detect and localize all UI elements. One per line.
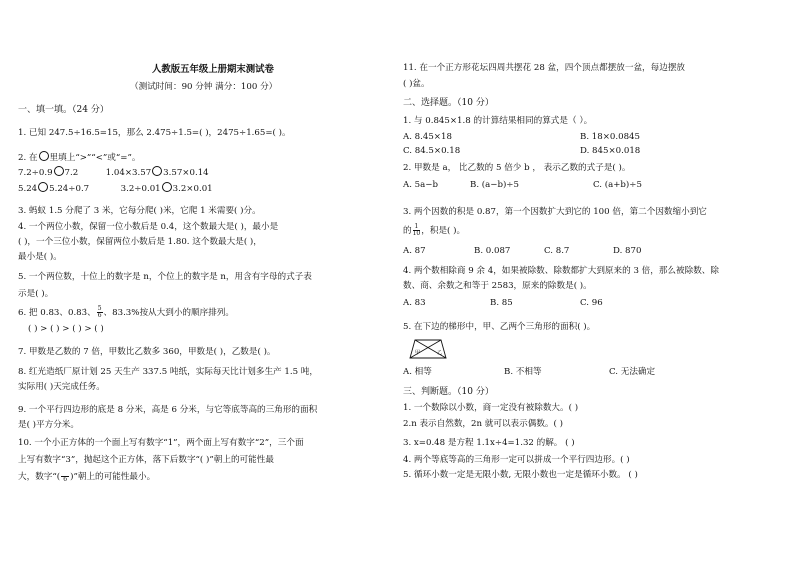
section-fill-in-heading: 一、填一填。（24 分）	[18, 105, 109, 115]
question-2-row-2	[18, 182, 213, 195]
choice-5-option-a: A. 相等	[403, 367, 432, 377]
choice-4-line-2: 数、商、余数之和等于 2583，原来的除数是( )。	[403, 281, 592, 291]
question-1: 1. 已知 247.5÷16.5=15，那么 2.475÷1.5=( )，2475÷1.65=( )。	[18, 128, 291, 138]
trapezoid-figure	[408, 338, 448, 360]
choice-3-option-c: C. 8.7	[544, 246, 570, 256]
question-6	[18, 306, 234, 319]
choice-3-option-d: D. 870	[613, 246, 642, 256]
question-6-head: 6. 把 0.83、0.83̇、	[18, 308, 96, 318]
q2-expr: 3.2×0.01	[172, 184, 213, 194]
q2-expr: 3.57×0.14	[163, 168, 209, 178]
choice-1-option-c: C. 84.5×0.18	[403, 146, 461, 156]
question-3: 3. 蚂蚁 1.5 分爬了 3 米，它每分爬( )米，它爬 1 米需要( )分。	[18, 206, 261, 216]
judge-5: 5. 循环小数一定是无限小数, 无限小数也一定是循环小数。 ( )	[403, 470, 638, 480]
question-4-line-2: ( )，一个三位小数，保留两位小数后是 1.80. 这个数最大是( )，	[18, 237, 262, 247]
fraction: 6	[61, 470, 69, 483]
question-4-line-1: 4. 一个两位小数，保留一位小数后是 0.4，这个数最大是( )，最小是	[18, 222, 279, 232]
question-5-line-1: 5. 一个两位数，十位上的数字是 n，个位上的数字是 n，用含有字母的式子表	[18, 272, 312, 282]
choice-1-option-b: B. 18×0.0845	[580, 132, 640, 142]
choice-2-option-c: C. (a+b)÷5	[593, 180, 642, 190]
choice-3-head: 的	[403, 226, 412, 236]
question-6-tail: 、83.3%按从大到小的顺序排列。	[103, 308, 234, 318]
circle-blank-icon	[162, 182, 172, 192]
choice-4-option-c: C. 96	[580, 298, 603, 308]
judge-3: 3. x=0.48 是方程 1.1x÷4=1.32 的解。 ( )	[403, 438, 575, 448]
trapezoid-label-yi: 乙	[437, 350, 443, 356]
question-10-tail: )”朝上的可能性最小。	[70, 472, 156, 482]
choice-4-option-b: B. 85	[490, 298, 513, 308]
choice-3-option-a: A. 87	[403, 246, 426, 256]
question-11-line-2: ( )盆。	[403, 79, 430, 89]
choice-2-option-a: A. 5a−b	[403, 180, 438, 190]
question-2-head: 2. 在	[18, 153, 38, 163]
trapezoid-label-jia: 甲	[415, 350, 421, 356]
judge-2: 2.n 表示自然数，2n 就可以表示偶数。( )	[403, 419, 563, 429]
q2-expr: 3.2÷0.01	[120, 184, 161, 194]
page-subtitle: （测试时间：90 分钟 满分：100 分）	[130, 82, 278, 92]
question-9-line-2: 是( )平方分米。	[18, 420, 79, 430]
choice-5-option-c: C. 无法确定	[609, 367, 656, 377]
page-title: 人教版五年级上册期末测试卷	[152, 64, 274, 75]
question-5-line-2: 示是( )。	[18, 289, 54, 299]
q2-expr: 5.24	[18, 184, 38, 194]
question-8-line-1: 8. 红光造纸厂原计划 25 天生产 337.5 吨纸，实际每天比计划多生产 1.5 吨，	[18, 367, 318, 377]
question-11-line-1: 11. 在一个正方形花坛四周共摆花 28 盆，四个顶点都摆放一盆，每边摆放	[403, 63, 686, 73]
choice-1-option-a: A. 8.45×18	[403, 132, 452, 142]
circle-blank-icon	[39, 151, 49, 161]
question-7: 7. 甲数是乙数的 7 倍，甲数比乙数多 360，甲数是( )，乙数是( )。	[18, 347, 276, 357]
section-judge-heading: 三、判断题。（10 分）	[403, 387, 494, 397]
choice-5: 5. 在下边的梯形中，甲、乙两个三角形的面积( )。	[403, 322, 596, 332]
question-2	[18, 151, 140, 164]
choice-2-option-b: B. (a−b)÷5	[470, 180, 519, 190]
fraction: $\frac{5}{6}$	[97, 305, 102, 319]
judge-4: 4. 两个等底等高的三角形一定可以拼成一个平行四边形。( )	[403, 455, 630, 465]
choice-4-line-1: 4. 两个数相除商 9 余 4，如果被除数、除数都扩大到原来的 3 倍，那么被除数、除	[403, 266, 719, 276]
choice-1-option-d: D. 845×0.018	[580, 146, 641, 156]
circle-blank-icon	[38, 182, 48, 192]
question-10-head: 大，数字“(	[18, 472, 61, 482]
question-10-line-3	[18, 470, 155, 483]
question-9-line-1: 9. 一个平行四边形的底是 8 分米，高是 6 分米，与它等底等高的三角形的面积	[18, 405, 318, 415]
choice-3-tail: ，积是( )。	[421, 226, 466, 236]
circle-blank-icon	[152, 166, 162, 176]
question-6-order-row: ( ) > ( ) > ( ) > ( )	[28, 324, 104, 334]
judge-1: 1. 一个数除以小数，商一定没有被除数大。( )	[403, 403, 579, 413]
question-2-tail: 里填上“>”“<”或“=”。	[49, 153, 141, 163]
section-choice-heading: 二、选择题。（10 分）	[403, 98, 494, 108]
choice-3-option-b: B. 0.087	[474, 246, 511, 256]
question-10-line-2: 上写有数字“3”，抛起这个正方体，落下后数字“( )”朝上的可能性最	[18, 455, 274, 465]
question-8-line-2: 实际用( )天完成任务。	[18, 382, 105, 392]
choice-4-option-a: A. 83	[403, 298, 426, 308]
q2-expr: 7.2	[64, 168, 79, 178]
choice-3-line-1: 3. 两个因数的积是 0.87，第一个因数扩大到它的 100 倍，第二个因数缩小到它	[403, 207, 707, 217]
choice-1: 1. 与 0.845×1.8 的计算结果相同的算式是（ ）。	[403, 116, 593, 126]
choice-5-option-b: B. 不相等	[504, 367, 542, 377]
question-4-line-3: 最小是( )。	[18, 252, 62, 262]
q2-expr: 7.2÷0.9	[18, 168, 53, 178]
q2-expr: 1.04×3.57	[105, 168, 152, 178]
fraction: $\frac{1}{10}$	[412, 223, 421, 237]
question-10-line-1: 10. 一个小正方体的一个面上写有数字“1”，两个面上写有数字“2”，三个面	[18, 438, 304, 448]
question-2-row-1	[18, 166, 209, 179]
choice-2: 2. 甲数是 a， 比乙数的 5 倍少 b ， 表示乙数的式子是( )。	[403, 163, 631, 173]
q2-expr: 5.24÷0.7	[49, 184, 90, 194]
choice-3-line-2	[403, 224, 465, 237]
circle-blank-icon	[54, 166, 64, 176]
